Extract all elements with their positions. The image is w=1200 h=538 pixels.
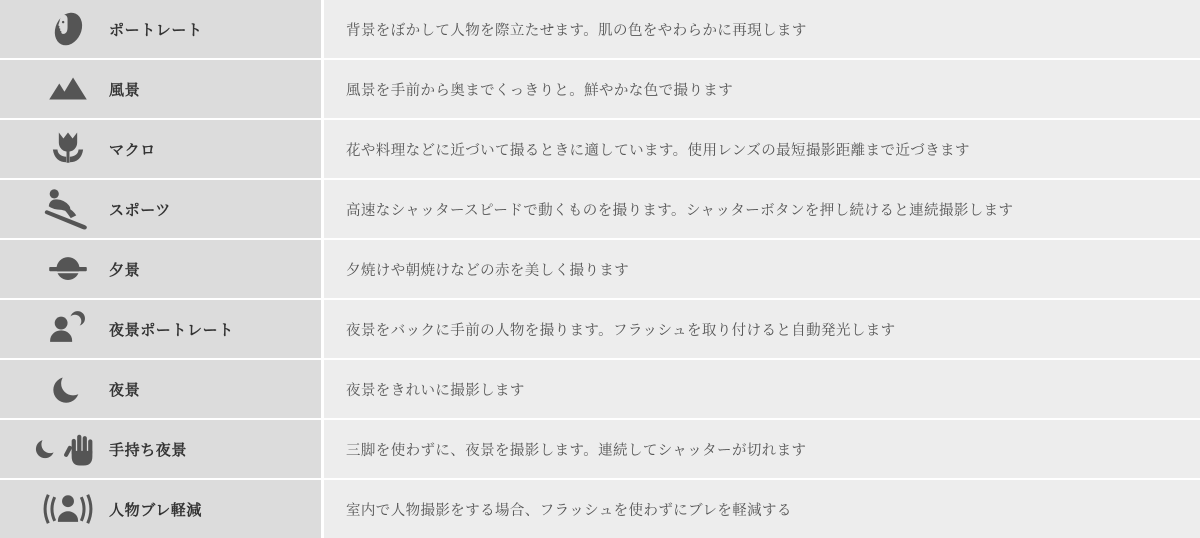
scene-mode-cell-right: [324, 360, 1200, 418]
scene-mode-description: 風景を手前から奥までくっきりと。鮮やかな色で撮ります: [346, 82, 734, 99]
scene-mode-label: スポーツ: [109, 201, 171, 219]
scene-mode-description: 高速なシャッタースピードで動くものを撮ります。シャッターボタンを押し続けると連続撮影します: [346, 202, 1014, 219]
scene-mode-label: 人物ブレ軽減: [109, 501, 203, 519]
scene-mode-description: 背景をぼかして人物を際立たせます。肌の色をやわらかに再現します: [346, 22, 807, 39]
scene-mode-cell-right: [324, 240, 1200, 298]
scene-mode-row: [0, 180, 1200, 238]
scene-mode-label: ポートレート: [109, 21, 203, 39]
icon-box: [27, 307, 109, 351]
sports-icon: [43, 187, 93, 231]
night-icon: [46, 367, 90, 411]
scene-mode-cell-left: [0, 240, 321, 298]
scene-mode-cell-right: [324, 180, 1200, 238]
scene-mode-description: 夜景をバックに手前の人物を撮ります。フラッシュを取り付けると自動発光します: [346, 322, 896, 339]
scene-mode-label: 手持ち夜景: [109, 441, 188, 459]
scene-mode-label: 風景: [109, 81, 141, 99]
scene-mode-cell-left: [0, 300, 321, 358]
handheld-night-icon: [33, 427, 103, 471]
scene-mode-row: [0, 420, 1200, 478]
scene-mode-label: 夜景: [109, 381, 141, 399]
icon-box: [27, 247, 109, 291]
scene-mode-description: 室内で人物撮影をする場合、フラッシュを使わずにブレを軽減する: [346, 502, 792, 519]
scene-mode-cell-right: [324, 420, 1200, 478]
scene-mode-cell-left: [0, 120, 321, 178]
icon-box: [27, 67, 109, 111]
person-blur-reduction-icon: [33, 487, 103, 531]
scene-mode-description: 夕焼けや朝焼けなどの赤を美しく撮ります: [346, 262, 630, 279]
icon-box: [27, 127, 109, 171]
scene-mode-cell-left: [0, 180, 321, 238]
icon-box: [27, 427, 109, 471]
scene-mode-description: 花や料理などに近づいて撮るときに適しています。使用レンズの最短撮影距離まで近づきます: [346, 142, 970, 159]
scene-mode-row: [0, 240, 1200, 298]
scene-mode-row: [0, 120, 1200, 178]
scene-mode-row: [0, 0, 1200, 58]
scene-mode-label: マクロ: [109, 141, 156, 159]
scene-mode-cell-left: [0, 420, 321, 478]
scene-mode-cell-right: [324, 300, 1200, 358]
night-portrait-icon: [46, 307, 90, 351]
scene-mode-cell-left: [0, 360, 321, 418]
scene-mode-row: [0, 300, 1200, 358]
scene-mode-cell-right: [324, 480, 1200, 538]
scene-mode-label: 夜景ポートレート: [109, 321, 234, 339]
scene-mode-cell-left: [0, 0, 321, 58]
scene-mode-row: [0, 60, 1200, 118]
macro-icon: [46, 127, 90, 171]
scene-mode-cell-right: [324, 120, 1200, 178]
icon-box: [27, 7, 109, 51]
icon-box: [27, 187, 109, 231]
scene-mode-cell-left: [0, 480, 321, 538]
scene-mode-description: 夜景をきれいに撮影します: [346, 382, 525, 399]
icon-box: [27, 487, 109, 531]
scene-mode-cell-right: [324, 0, 1200, 58]
portrait-icon: [46, 7, 90, 51]
icon-box: [27, 367, 109, 411]
scene-mode-description: 三脚を使わずに、夜景を撮影します。連続してシャッターが切れます: [346, 442, 807, 459]
scene-mode-label: 夕景: [109, 261, 141, 279]
scene-mode-cell-left: [0, 60, 321, 118]
scene-mode-cell-right: [324, 60, 1200, 118]
scene-mode-row: [0, 360, 1200, 418]
scene-mode-row: [0, 480, 1200, 538]
sunset-icon: [46, 247, 90, 291]
landscape-icon: [46, 67, 90, 111]
